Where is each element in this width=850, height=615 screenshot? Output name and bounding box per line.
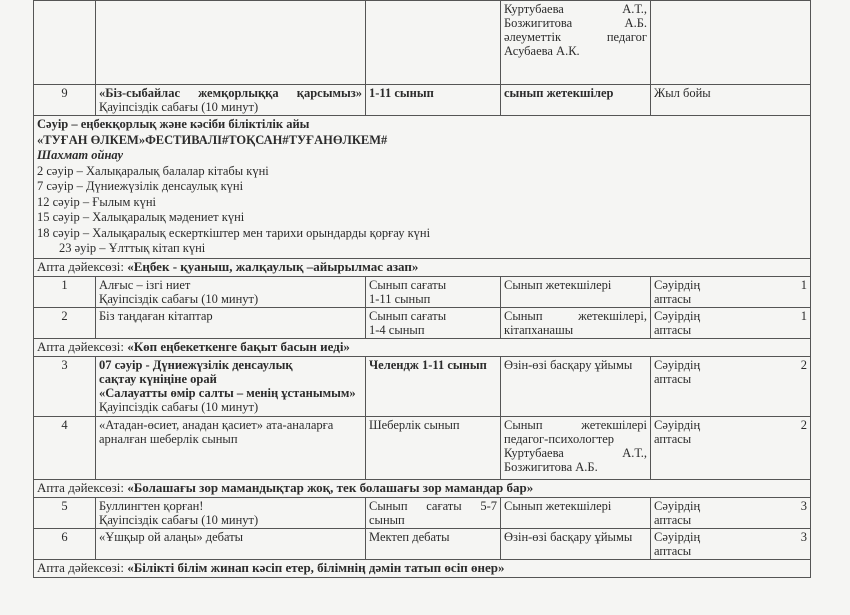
event-line: сақтау күніңіне орай (99, 371, 217, 386)
row-number: 6 (34, 528, 96, 559)
table-row (34, 528, 811, 559)
row-number: 3 (34, 356, 96, 416)
table-row (34, 356, 811, 416)
event-line: Қауіпсіздік сабағы (10 минут) (99, 291, 259, 306)
chess-line: Шахмат ойнау (37, 148, 124, 162)
responsible-line: Сынып жетекшілері (504, 277, 612, 292)
week-quote-text: «Болашағы зор мамандықтар жоқ, тек болашағы зор мамандар бар» (127, 479, 534, 495)
week-quote (34, 479, 811, 497)
deadline-word: Сәуірдің (654, 417, 701, 432)
format-line: 1-4 сынып (369, 322, 425, 337)
deadline-week-number: 2 (800, 417, 807, 432)
date-item: 12 сәуір – Ғылым күні (37, 194, 156, 209)
plan-table (33, 0, 811, 578)
event-title: «Біз-сыбайлас жемқорлыққа қарсымыз» (99, 86, 362, 100)
num-cell (34, 1, 96, 85)
row-number: 4 (34, 416, 96, 479)
week-label: Апта дәйексөзі: (37, 338, 124, 354)
format-line: Сынып сағаты (369, 277, 447, 292)
format-line: Сынып сағаты (369, 308, 447, 323)
event-line: Буллингтен қорған! (99, 498, 204, 513)
week-quote-text: «Көп еңбекеткенге бақыт басын иеді» (127, 338, 350, 354)
deadline-week-number: 3 (800, 529, 807, 544)
responsible-line: Сынып жетекшілері (504, 498, 612, 513)
event-cell (96, 1, 366, 85)
deadline-cell (651, 528, 811, 559)
deadline-word: Сәуірдің (654, 277, 701, 292)
responsible-cell: сынып жетекшілер (501, 85, 651, 116)
month-block (34, 116, 811, 259)
week-label: Апта дәйексөзі: (37, 479, 124, 495)
responsible-cell (501, 356, 651, 416)
format-line: Мектеп дебаты (369, 529, 450, 544)
deadline-week-number: 1 (800, 308, 807, 323)
event-line: Біз таңдаған кітаптар (99, 308, 213, 323)
week-label: Апта дәйексөзі: (37, 258, 124, 274)
deadline-cell (651, 276, 811, 307)
deadline-week-number: 1 (800, 277, 807, 292)
deadline-cell (651, 497, 811, 528)
responsible-line: Өзін-өзі басқару ұйымы (504, 357, 633, 372)
deadline-week-number: 3 (800, 498, 807, 513)
month-title: Сәуір – еңбекқорлық және кәсіби біліктілік айы (37, 117, 310, 131)
week-quote-row (34, 338, 811, 356)
event-cell (96, 528, 366, 559)
date-item: 23 әуір – Ұлттық кітап күні (59, 241, 206, 255)
event-line: Алғыс – ізгі ниет (99, 277, 191, 292)
table-row (34, 497, 811, 528)
format-cell (366, 276, 501, 307)
responsible-line: Өзін-өзі басқару ұйымы (504, 529, 633, 544)
event-line: 07 сәуір - Дүниежүзілік денсаулық (99, 357, 293, 372)
format-cell (366, 416, 501, 479)
event-cell (96, 497, 366, 528)
responsible-line: Куртубаева А.Т., (504, 2, 647, 16)
responsible-line: Бозжигитова А.Б. (504, 16, 647, 30)
table-row (34, 1, 811, 85)
format-line: 1-11 сынып (369, 291, 431, 306)
event-note: Қауіпсіздік сабағы (10 минут) (99, 100, 259, 114)
table-row (34, 276, 811, 307)
week-quote-text: «Еңбек - қуаныш, жалқаулық –айырылмас азап» (127, 258, 419, 274)
event-cell (96, 416, 366, 479)
event-line: «Ұшқыр ой алаңы» дебаты (99, 529, 244, 544)
event-cell (96, 307, 366, 338)
week-quote (34, 258, 811, 276)
week-quote-row (34, 479, 811, 497)
responsible-line: педагог-психологтер (504, 431, 614, 446)
responsible-cell (501, 1, 651, 85)
table-row (34, 416, 811, 479)
deadline-tail: аптасы (654, 431, 692, 446)
deadline-tail: аптасы (654, 543, 692, 558)
responsible-cell (501, 307, 651, 338)
format-cell (366, 356, 501, 416)
format-cell (366, 528, 501, 559)
event-line: «Салауатты өмір салты – менің ұстанымым» (99, 385, 356, 400)
deadline-cell: Жыл бойы (651, 85, 811, 116)
festival-title: «ТУҒАН ӨЛКЕМ»ФЕСТИВАЛІ#ТОҚСАН#ТУҒАНӨЛКЕМ# (37, 132, 388, 147)
date-item: 7 сәуір – Дүниежүзілік денсаулық күні (37, 179, 244, 193)
deadline-tail: аптасы (654, 512, 692, 527)
row-number: 9 (34, 85, 96, 116)
deadline-word: Сәуірдің (654, 357, 701, 372)
week-quote-text: «Білікті білім жинап кәсіп етер, білімнің дәмін татып өсіп өнер» (127, 559, 505, 575)
deadline-tail: аптасы (654, 322, 692, 337)
event-line: Қауіпсіздік сабағы (10 минут) (99, 399, 259, 414)
responsible-line: Куртубаева А.Т., (504, 445, 647, 460)
deadline-cell (651, 356, 811, 416)
deadline-word: Сәуірдің (654, 529, 701, 544)
format-line: Сынып сағаты 5-7 (369, 498, 497, 513)
table-row (34, 85, 811, 116)
row-number: 5 (34, 497, 96, 528)
responsible-line: Бозжигитова А.Б. (504, 459, 598, 474)
row-number: 1 (34, 276, 96, 307)
format-cell (366, 307, 501, 338)
responsible-line: Асубаева А.К. (504, 44, 580, 58)
responsible-cell (501, 528, 651, 559)
responsible-line: әлеуметтік педагог (504, 30, 647, 44)
responsible-line: Сынып жетекшілері (504, 417, 647, 432)
responsible-cell (501, 276, 651, 307)
deadline-cell (651, 1, 811, 85)
date-item: 2 сәуір – Халықаралық балалар кітабы күні (37, 163, 269, 178)
date-item: 18 сәуір – Халықаралық ескерткіштер мен тарихи орындарды қорғау күні (37, 225, 431, 240)
deadline-cell (651, 307, 811, 338)
event-line: Қауіпсіздік сабағы (10 минут) (99, 512, 259, 527)
deadline-tail: аптасы (654, 371, 692, 386)
deadline-cell (651, 416, 811, 479)
event-cell (96, 85, 366, 116)
event-cell (96, 356, 366, 416)
date-item: 15 сәуір – Халықаралық мәдениет күні (37, 210, 245, 224)
deadline-week-number: 2 (800, 357, 807, 372)
responsible-cell (501, 497, 651, 528)
event-line: «Атадан-өсиет, анадан қасиет» ата-аналарға (99, 417, 334, 432)
event-cell (96, 276, 366, 307)
week-quote-row (34, 258, 811, 276)
deadline-word: Сәуірдің (654, 498, 701, 513)
format-line: Шеберлік сынып (369, 417, 460, 432)
event-line: арналған шеберлік сынып (99, 431, 238, 446)
format-line: сынып (369, 512, 405, 527)
format-cell (366, 497, 501, 528)
deadline-tail: аптасы (654, 291, 692, 306)
responsible-line: Сынып жетекшілері, (504, 308, 647, 323)
week-quote (34, 338, 811, 356)
week-quote-row (34, 559, 811, 577)
week-quote (34, 559, 811, 577)
month-block-row (34, 116, 811, 259)
format-cell (366, 1, 501, 85)
responsible-cell (501, 416, 651, 479)
week-label: Апта дәйексөзі: (37, 559, 124, 575)
table-row (34, 307, 811, 338)
format-cell: 1-11 сынып (366, 85, 501, 116)
row-number: 2 (34, 307, 96, 338)
responsible-line: кітапханашы (504, 322, 574, 337)
format-line: Челендж 1-11 сынып (369, 357, 487, 372)
deadline-word: Сәуірдің (654, 308, 701, 323)
